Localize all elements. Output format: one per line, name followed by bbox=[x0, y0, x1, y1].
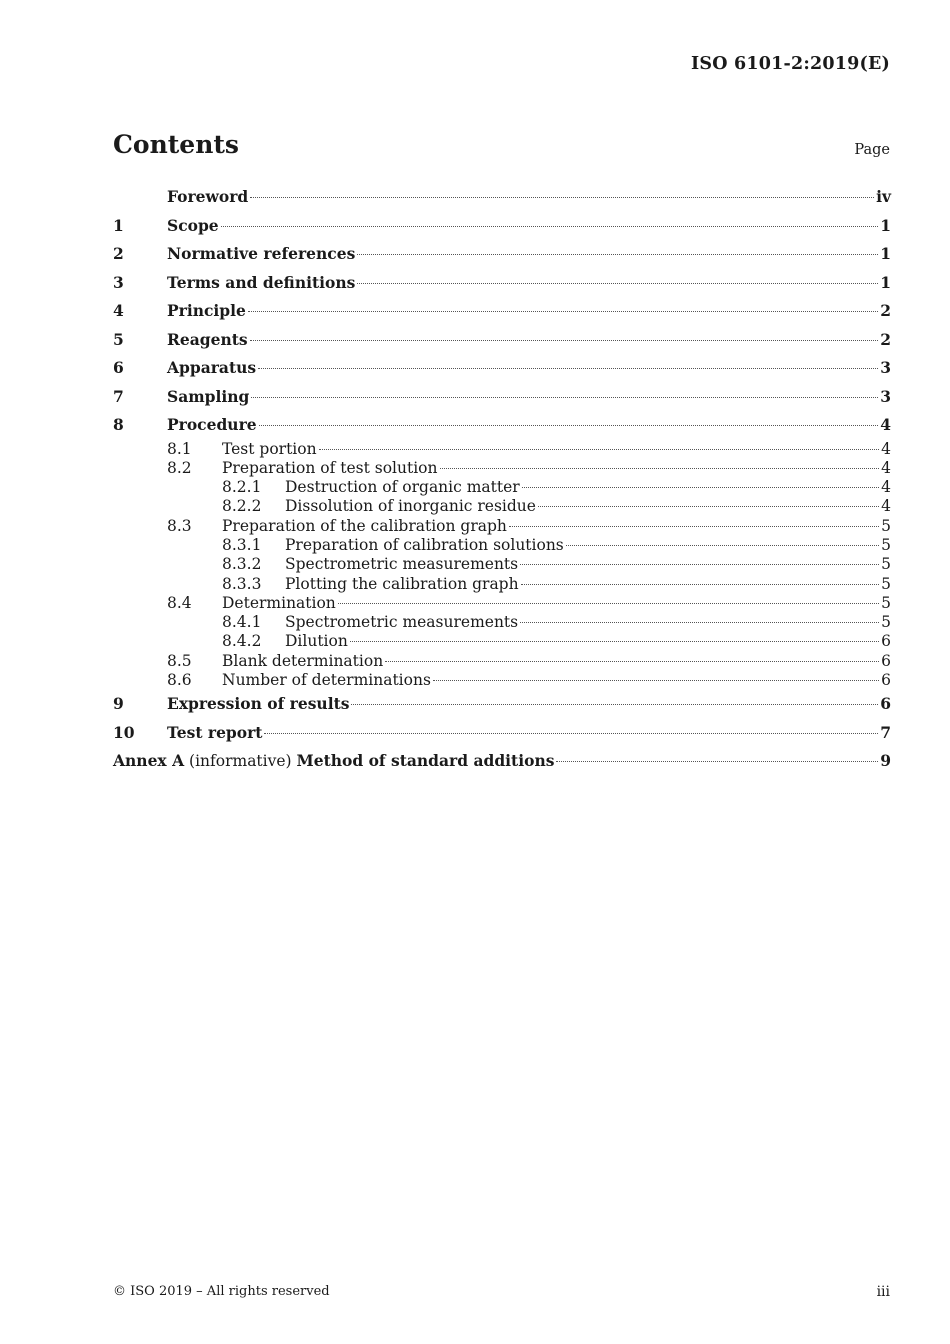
toc-entry-title: Determination bbox=[222, 593, 336, 612]
contents-title: Contents bbox=[113, 130, 240, 159]
toc-entry-title: Scope bbox=[167, 215, 219, 235]
toc-entry-number: 8.2 bbox=[167, 458, 192, 477]
toc-entry-title: Preparation of test solution bbox=[222, 458, 438, 477]
toc-dot-leader bbox=[338, 603, 879, 604]
toc-entry-number: 10 bbox=[113, 722, 135, 742]
toc-entry-page: 5 bbox=[881, 555, 891, 574]
toc-entry-page: 1 bbox=[880, 244, 891, 263]
toc-entry-page: 5 bbox=[881, 516, 891, 535]
toc-entry-title: Spectrometric measurements bbox=[285, 613, 519, 632]
toc-entry-title: Test report bbox=[167, 722, 263, 742]
toc-entry-title: Principle bbox=[167, 301, 246, 320]
toc-entry[interactable] bbox=[113, 212, 891, 241]
toc-entry[interactable] bbox=[113, 497, 891, 516]
toc-entry[interactable] bbox=[113, 555, 891, 574]
toc-dot-leader bbox=[264, 733, 878, 734]
toc-entry-page: 6 bbox=[880, 694, 891, 714]
toc-dot-leader bbox=[319, 449, 880, 450]
toc-entry[interactable] bbox=[113, 326, 891, 355]
toc-entry[interactable] bbox=[113, 459, 891, 478]
toc-entry-page: 2 bbox=[880, 329, 891, 349]
table-of-contents bbox=[113, 183, 891, 776]
toc-entry[interactable] bbox=[113, 354, 891, 383]
toc-entry-number: 7 bbox=[113, 386, 124, 406]
toc-entry-page: 3 bbox=[880, 386, 891, 406]
toc-entry[interactable] bbox=[113, 690, 891, 719]
toc-entry-number: 9 bbox=[113, 694, 124, 714]
toc-dot-leader bbox=[357, 254, 878, 255]
toc-entry[interactable] bbox=[113, 478, 891, 497]
toc-entry-page: iv bbox=[876, 187, 891, 206]
toc-entry-title: Spectrometric measurements bbox=[285, 555, 519, 574]
toc-entry-page: 6 bbox=[881, 632, 891, 651]
toc-dot-leader bbox=[258, 368, 878, 369]
toc-entry[interactable] bbox=[113, 411, 891, 440]
toc-entry-title: Preparation of calibration solutions bbox=[285, 535, 564, 554]
footer-page-number: iii bbox=[876, 1284, 890, 1300]
toc-entry-page: 2 bbox=[880, 301, 891, 320]
toc-entry-page: 4 bbox=[880, 415, 891, 434]
toc-entry-number: 8.4 bbox=[167, 593, 192, 612]
toc-dot-leader bbox=[509, 526, 879, 527]
page-column-label: Page bbox=[854, 142, 890, 158]
toc-entry-page: 5 bbox=[881, 593, 891, 612]
toc-entry[interactable] bbox=[113, 440, 891, 459]
toc-entry-page: 7 bbox=[880, 722, 891, 742]
toc-entry-title: Reagents bbox=[167, 329, 248, 349]
toc-dot-leader bbox=[538, 506, 879, 507]
toc-entry-title: Foreword bbox=[167, 187, 249, 206]
toc-entry-title: Sampling bbox=[167, 386, 250, 406]
annex-qualifier: (informative) bbox=[189, 752, 292, 771]
toc-entry-page: 4 bbox=[881, 439, 891, 458]
toc-entry[interactable] bbox=[113, 517, 891, 536]
toc-entry-title: Expression of results bbox=[167, 694, 350, 714]
toc-entry[interactable] bbox=[113, 652, 891, 671]
toc-entry-number: 8.2.1 bbox=[222, 478, 262, 497]
toc-entry-page: 6 bbox=[881, 671, 891, 690]
toc-entry-title: Apparatus bbox=[167, 358, 257, 377]
toc-entry-number: 8.5 bbox=[167, 651, 192, 670]
toc-entry-number: 1 bbox=[113, 215, 124, 235]
toc-entry-number: 8.3.3 bbox=[222, 574, 262, 593]
toc-entry-title: Plotting the calibration graph bbox=[285, 574, 519, 593]
toc-entry-number: 8.2.2 bbox=[222, 497, 262, 516]
toc-dot-leader bbox=[433, 680, 879, 681]
toc-entry-title: Dissolution of inorganic residue bbox=[285, 497, 536, 516]
toc-entry[interactable] bbox=[113, 183, 891, 212]
toc-entry-number: 8.3.2 bbox=[222, 555, 262, 574]
toc-entry-title: Procedure bbox=[167, 415, 257, 434]
toc-entry-number: 8 bbox=[113, 415, 124, 434]
toc-entry-number: 8.3.1 bbox=[222, 535, 262, 554]
toc-entry-page: 4 bbox=[881, 458, 891, 477]
toc-entry-number: 4 bbox=[113, 301, 124, 320]
toc-entry-number: 8.6 bbox=[167, 671, 192, 690]
toc-dot-leader bbox=[520, 564, 879, 565]
toc-dot-leader bbox=[556, 761, 878, 762]
toc-entry-title: Destruction of organic matter bbox=[285, 478, 520, 497]
toc-dot-leader bbox=[440, 468, 880, 469]
annex-label: Annex A bbox=[113, 751, 185, 771]
toc-entry-title: Preparation of the calibration graph bbox=[222, 516, 507, 535]
toc-entry[interactable] bbox=[113, 536, 891, 555]
toc-entry-title: Dilution bbox=[285, 632, 348, 651]
toc-dot-leader bbox=[350, 641, 879, 642]
toc-dot-leader bbox=[520, 622, 879, 623]
toc-dot-leader bbox=[251, 397, 878, 398]
toc-dot-leader bbox=[259, 425, 879, 426]
toc-entry-annex[interactable] bbox=[113, 747, 891, 776]
toc-dot-leader bbox=[250, 340, 879, 341]
toc-dot-leader bbox=[357, 283, 878, 284]
footer-copyright: © ISO 2019 – All rights reserved bbox=[113, 1284, 330, 1299]
toc-entry-page: 1 bbox=[880, 215, 891, 235]
toc-entry-page: 4 bbox=[881, 497, 891, 516]
toc-entry[interactable] bbox=[113, 719, 891, 748]
toc-entry[interactable] bbox=[113, 671, 891, 690]
toc-entry-number: 3 bbox=[113, 272, 124, 292]
toc-entry-page: 3 bbox=[880, 358, 891, 377]
toc-entry-number: 8.4.2 bbox=[222, 632, 262, 651]
toc-entry-title: Blank determination bbox=[222, 651, 384, 670]
toc-dot-leader bbox=[521, 584, 880, 585]
toc-entry-title: Normative references bbox=[167, 244, 356, 263]
toc-entry[interactable] bbox=[113, 297, 891, 326]
toc-entry-page: 5 bbox=[881, 574, 891, 593]
toc-entry-page: 4 bbox=[881, 478, 891, 497]
toc-entry-number: 8.3 bbox=[167, 516, 192, 535]
toc-entry[interactable] bbox=[113, 383, 891, 412]
toc-entry[interactable] bbox=[113, 575, 891, 594]
toc-dot-leader bbox=[221, 226, 879, 227]
toc-entry-title: Terms and definitions bbox=[167, 272, 356, 292]
toc-entry-page: 1 bbox=[880, 272, 891, 292]
annex-page: 9 bbox=[880, 751, 891, 771]
toc-dot-leader bbox=[351, 704, 878, 705]
toc-entry[interactable] bbox=[113, 613, 891, 632]
toc-dot-leader bbox=[522, 487, 879, 488]
toc-dot-leader bbox=[385, 661, 879, 662]
toc-dot-leader bbox=[566, 545, 879, 546]
toc-entry-page: 5 bbox=[881, 535, 891, 554]
toc-entry-number: 5 bbox=[113, 329, 124, 349]
toc-entry[interactable] bbox=[113, 240, 891, 269]
toc-entry[interactable] bbox=[113, 269, 891, 298]
toc-entry-number: 2 bbox=[113, 244, 124, 263]
toc-entry-number: 6 bbox=[113, 358, 124, 377]
annex-title: Method of standard additions bbox=[296, 751, 555, 771]
toc-entry[interactable] bbox=[113, 594, 891, 613]
toc-entry-number: 8.1 bbox=[167, 439, 192, 458]
toc-dot-leader bbox=[250, 197, 874, 198]
toc-entry-number: 8.4.1 bbox=[222, 613, 262, 632]
toc-entry-title: Number of determinations bbox=[222, 671, 431, 690]
document-id: ISO 6101-2:2019(E) bbox=[691, 54, 890, 74]
toc-entry[interactable] bbox=[113, 632, 891, 651]
toc-entry-page: 6 bbox=[881, 651, 891, 670]
toc-entry-page: 5 bbox=[881, 613, 891, 632]
toc-dot-leader bbox=[248, 311, 878, 312]
toc-entry-title: Test portion bbox=[222, 439, 317, 458]
